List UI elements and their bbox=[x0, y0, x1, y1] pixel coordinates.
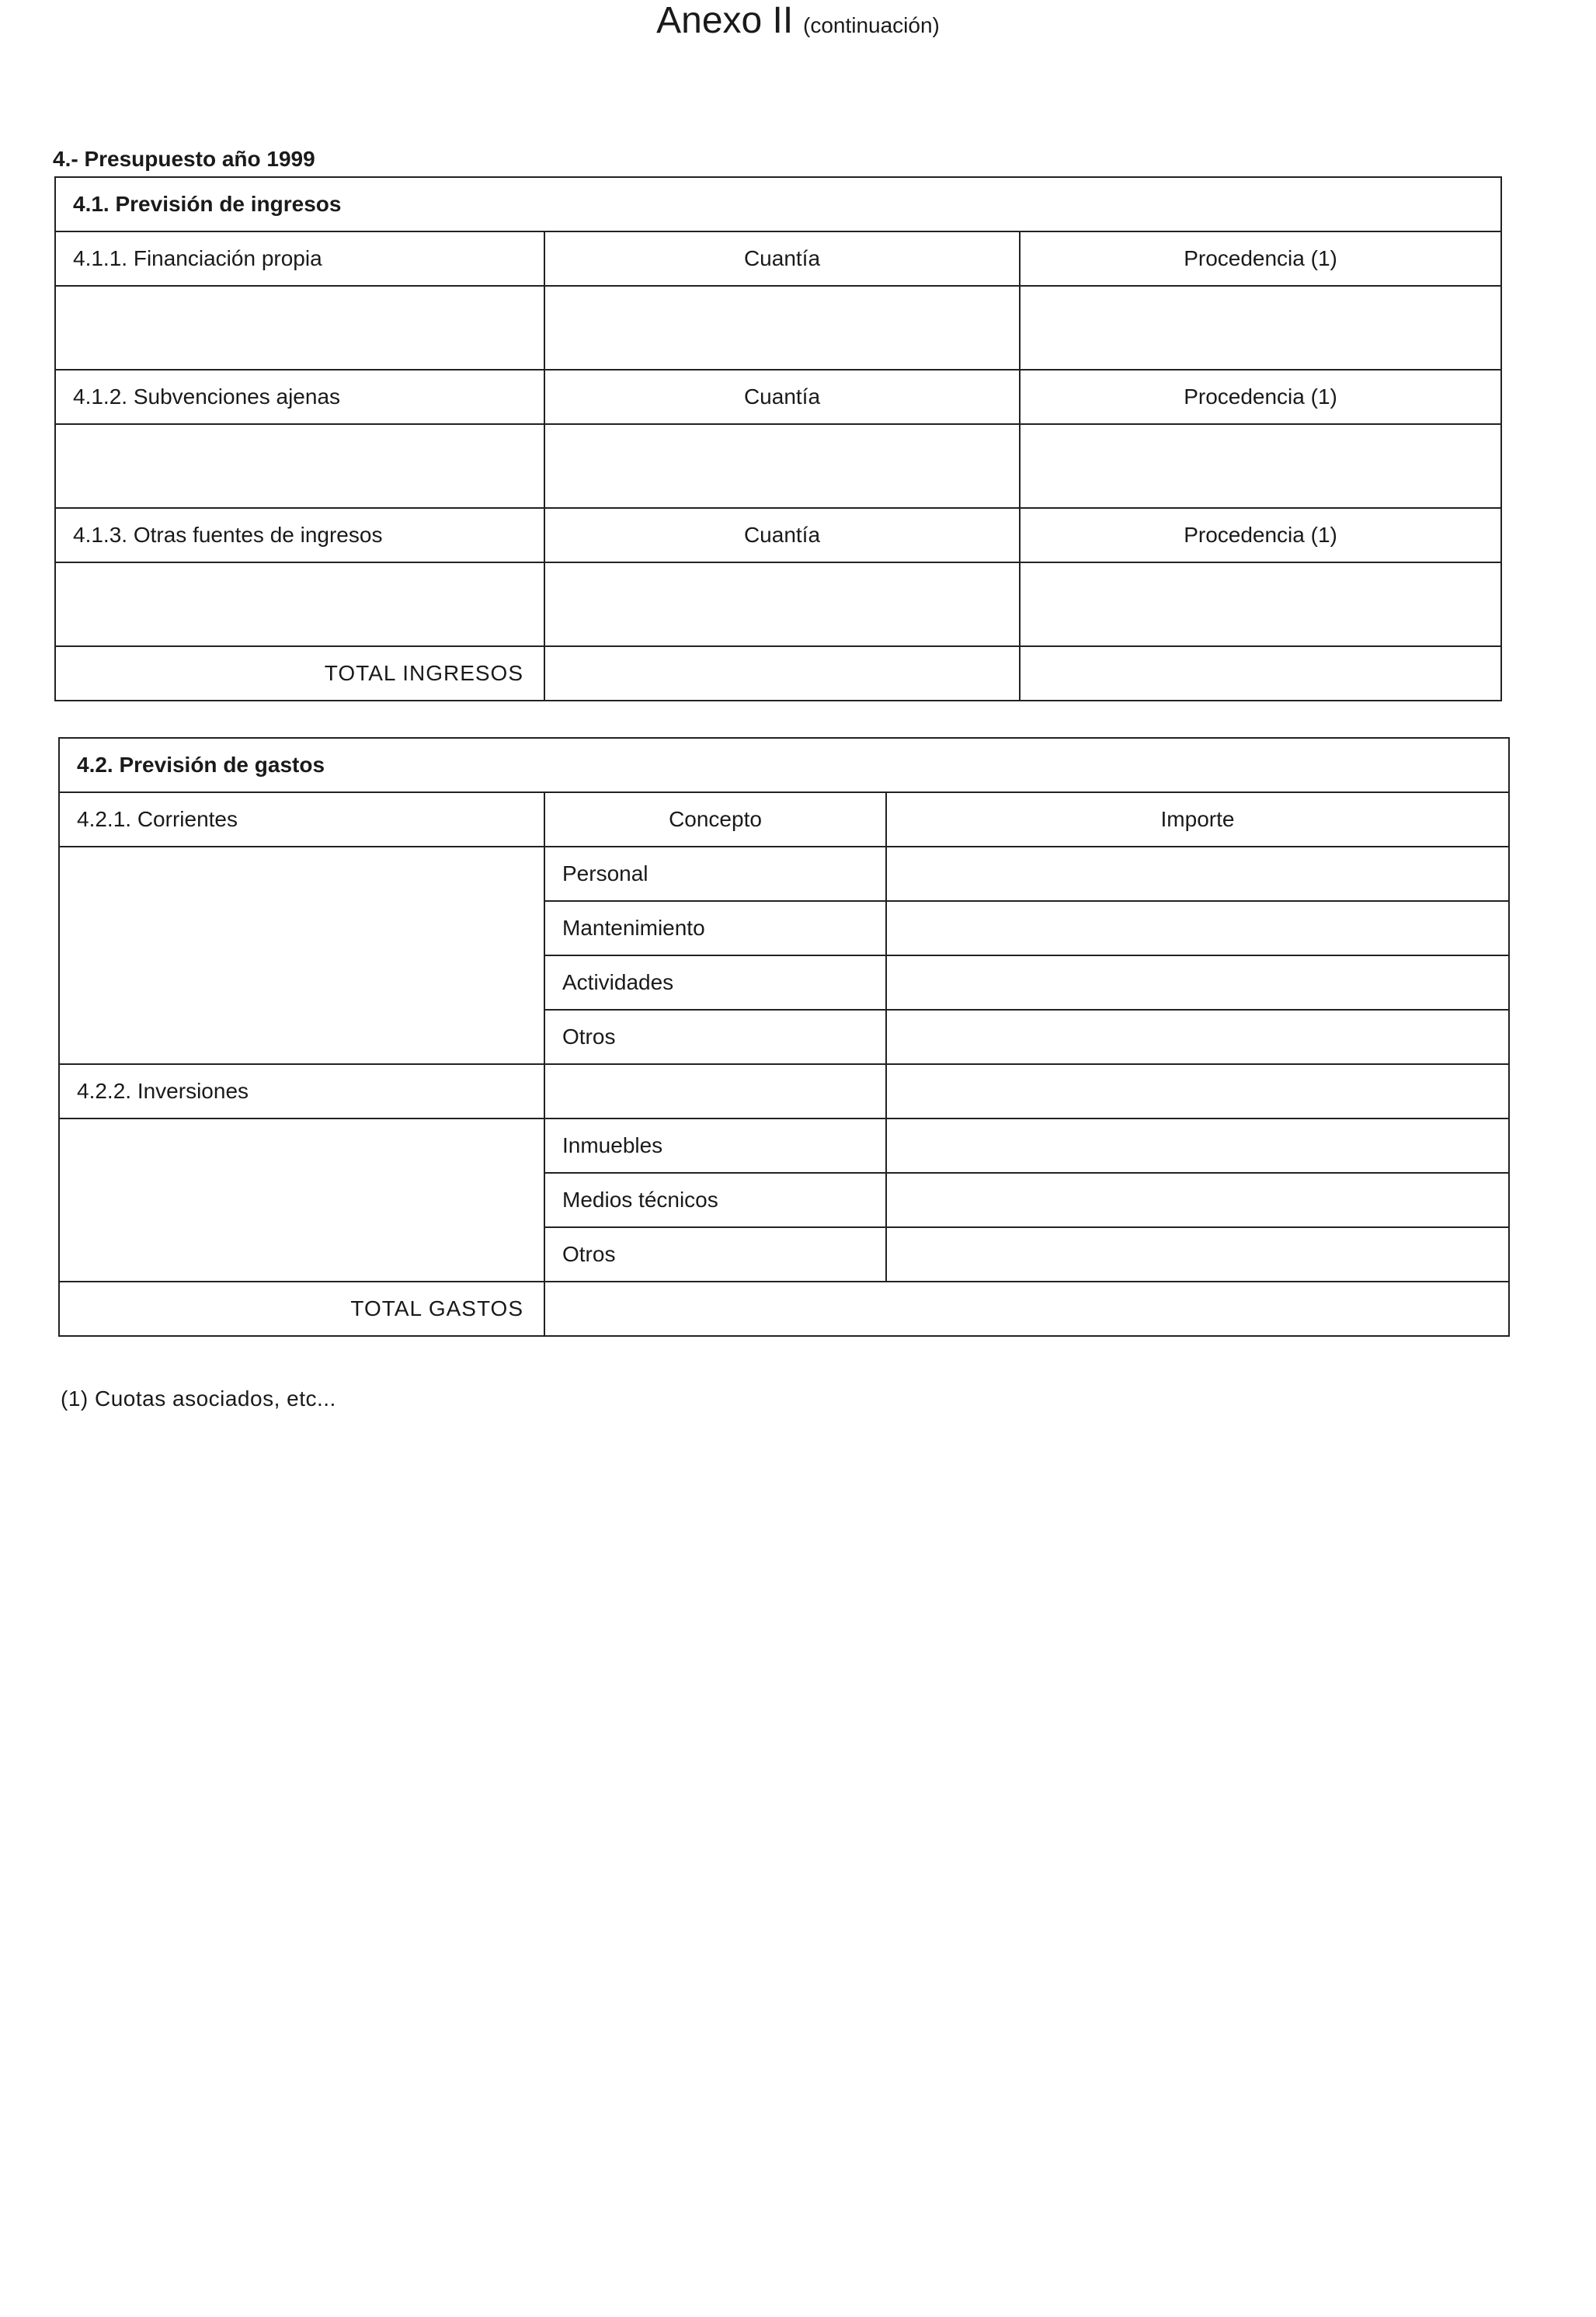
concepto-otros-inversiones: Otros bbox=[544, 1227, 886, 1282]
gastos-title: 4.2. Previsión de gastos bbox=[59, 738, 1509, 792]
ingresos-title: 4.1. Previsión de ingresos bbox=[55, 177, 1501, 231]
concepto-mantenimiento: Mantenimiento bbox=[544, 901, 886, 955]
concepto-inmuebles: Inmuebles bbox=[544, 1118, 886, 1173]
total-ingresos-cuantia-input[interactable] bbox=[544, 646, 1020, 701]
importe-otros-inversiones-input[interactable] bbox=[886, 1227, 1509, 1282]
inversiones-importe-blank[interactable] bbox=[886, 1064, 1509, 1118]
footnote: (1) Cuotas asociados, etc... bbox=[61, 1386, 336, 1411]
total-ingresos-procedencia-input[interactable] bbox=[1020, 646, 1501, 701]
financiacion-propia-label: 4.1.1. Financiación propia bbox=[55, 231, 544, 286]
otras-fuentes-procedencia-header: Procedencia (1) bbox=[1020, 508, 1501, 562]
subvenciones-cuantia-header: Cuantía bbox=[544, 370, 1020, 424]
importe-personal-input[interactable] bbox=[886, 847, 1509, 901]
concepto-personal: Personal bbox=[544, 847, 886, 901]
otras-fuentes-cuantia-input[interactable] bbox=[544, 562, 1020, 646]
importe-mantenimiento-input[interactable] bbox=[886, 901, 1509, 955]
inversiones-blank-cell[interactable] bbox=[59, 1118, 544, 1282]
concepto-otros-corrientes: Otros bbox=[544, 1010, 886, 1064]
concepto-medios-tecnicos: Medios técnicos bbox=[544, 1173, 886, 1227]
ingresos-table bbox=[54, 176, 1502, 701]
title-main: Anexo II bbox=[656, 0, 794, 41]
financiacion-procedencia-header: Procedencia (1) bbox=[1020, 231, 1501, 286]
total-ingresos-label: TOTAL INGRESOS bbox=[55, 646, 544, 701]
concepto-actividades: Actividades bbox=[544, 955, 886, 1010]
subvenciones-procedencia-input[interactable] bbox=[1020, 424, 1501, 508]
subvenciones-procedencia-header: Procedencia (1) bbox=[1020, 370, 1501, 424]
otras-fuentes-cuantia-header: Cuantía bbox=[544, 508, 1020, 562]
title-subtitle: (continuación) bbox=[803, 13, 940, 37]
financiacion-cuantia-header: Cuantía bbox=[544, 231, 1020, 286]
total-gastos-label: TOTAL GASTOS bbox=[59, 1282, 544, 1336]
financiacion-procedencia-input[interactable] bbox=[1020, 286, 1501, 370]
importe-header: Importe bbox=[886, 792, 1509, 847]
subvenciones-cuantia-input[interactable] bbox=[544, 424, 1020, 508]
gastos-table bbox=[58, 737, 1510, 1337]
financiacion-input-cell[interactable] bbox=[55, 286, 544, 370]
concepto-header: Concepto bbox=[544, 792, 886, 847]
importe-actividades-input[interactable] bbox=[886, 955, 1509, 1010]
inversiones-concepto-blank[interactable] bbox=[544, 1064, 886, 1118]
corrientes-label: 4.2.1. Corrientes bbox=[59, 792, 544, 847]
page-title bbox=[0, 0, 1596, 46]
corrientes-blank-cell[interactable] bbox=[59, 847, 544, 1064]
otras-fuentes-label: 4.1.3. Otras fuentes de ingresos bbox=[55, 508, 544, 562]
total-gastos-input[interactable] bbox=[544, 1282, 1509, 1336]
inversiones-label: 4.2.2. Inversiones bbox=[59, 1064, 544, 1118]
importe-inmuebles-input[interactable] bbox=[886, 1118, 1509, 1173]
importe-medios-tecnicos-input[interactable] bbox=[886, 1173, 1509, 1227]
otras-fuentes-procedencia-input[interactable] bbox=[1020, 562, 1501, 646]
importe-otros-corrientes-input[interactable] bbox=[886, 1010, 1509, 1064]
section-heading: 4.- Presupuesto año 1999 bbox=[53, 147, 315, 171]
financiacion-cuantia-input[interactable] bbox=[544, 286, 1020, 370]
otras-fuentes-input-cell[interactable] bbox=[55, 562, 544, 646]
subvenciones-input-cell[interactable] bbox=[55, 424, 544, 508]
subvenciones-ajenas-label: 4.1.2. Subvenciones ajenas bbox=[55, 370, 544, 424]
